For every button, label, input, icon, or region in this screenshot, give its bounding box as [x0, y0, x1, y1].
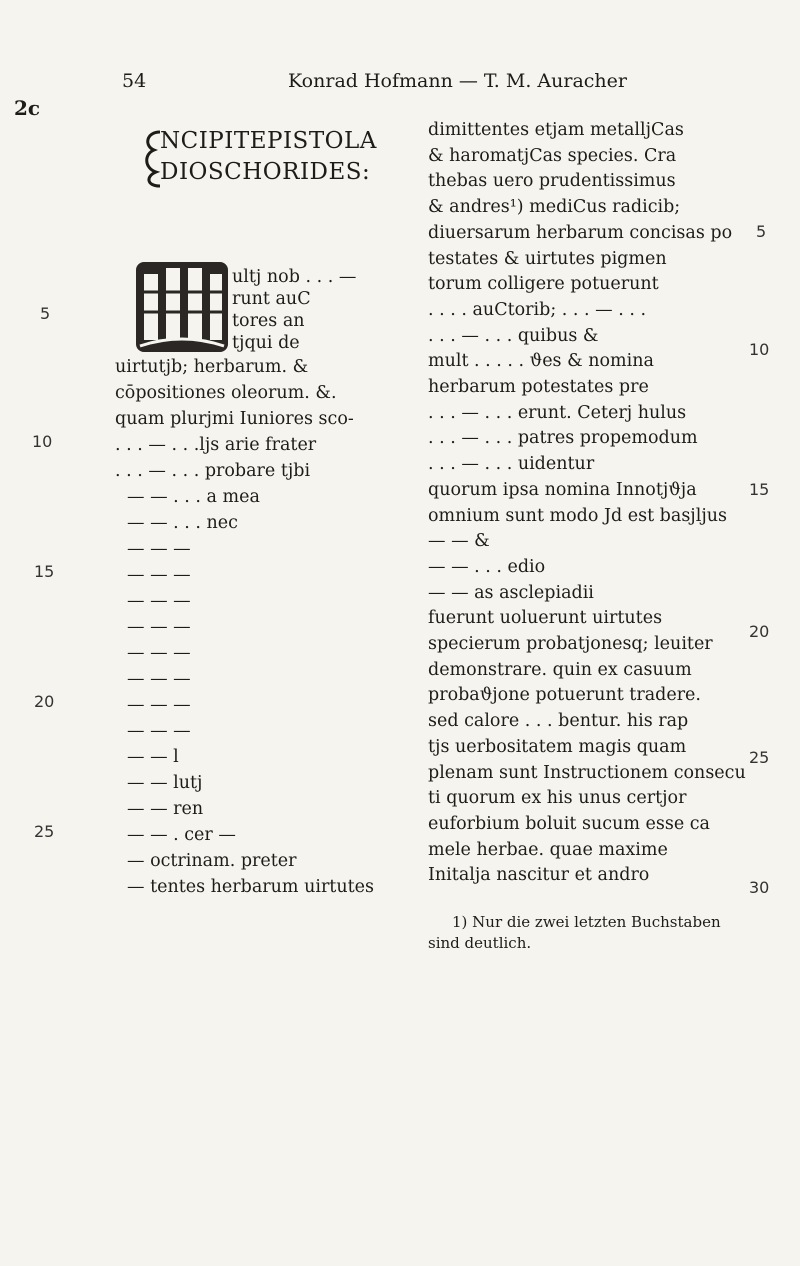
left-line: . . . — . . . probare tjbi [115, 461, 311, 481]
left-line: — — . . . nec [127, 513, 238, 533]
title-line-1: NCIPITEPISTOLA [160, 128, 377, 154]
left-line: — — — [127, 643, 191, 663]
right-text-block [428, 118, 746, 889]
initial-line-2: runt auC [232, 289, 311, 309]
decorated-initial [136, 262, 228, 352]
right-line: . . . — . . . erunt. Ceterj hulus [428, 402, 687, 423]
right-line-number: 5 [756, 222, 767, 241]
left-line: . . . — . . .ljs arie frater [115, 435, 317, 455]
left-line: — — — [127, 695, 191, 715]
right-line: omnium sunt modo Jd est basjljus [428, 505, 728, 526]
left-line: quam plurjmi Iuniores sco- [115, 409, 354, 429]
page-corner-mark: 2c [14, 96, 41, 120]
footnote-line: 1) Nur die zwei letzten Buchstaben [452, 913, 721, 931]
left-line: — — . . . a mea [127, 487, 260, 507]
left-line: — tentes herbarum uirtutes [127, 877, 374, 897]
right-line-number: 20 [749, 622, 770, 641]
right-line: . . . — . . . quibus & [428, 325, 599, 346]
left-line: — — — [127, 591, 191, 611]
left-text-block [115, 354, 374, 900]
right-line: sed calore . . . bentur. his rap [428, 711, 689, 732]
left-line-number: 20 [34, 692, 55, 711]
running-title: Konrad Hofmann — T. M. Auracher [288, 70, 627, 92]
left-line: — — — [127, 669, 191, 689]
right-line: . . . . auCtorib; . . . — . . . [428, 299, 647, 320]
right-line-number: 10 [749, 340, 770, 359]
initial-line-1: ultj nob . . . — [232, 267, 357, 287]
right-line: mele herbae. quae maxime [428, 839, 668, 860]
title-line-2: DIOSCHORIDES: [160, 159, 371, 185]
left-line: — — ren [127, 799, 204, 819]
left-line-number: 15 [34, 562, 55, 581]
left-line-number: 10 [32, 432, 53, 451]
right-line: thebas uero prudentissimus [428, 171, 676, 192]
right-line: demonstrare. quin ex casuum [428, 659, 692, 680]
left-line: uirtutjb; herbarum. & [115, 357, 309, 377]
right-line: mult . . . . . ϑes & nomina [428, 351, 654, 372]
left-line: — — lutj [127, 773, 203, 793]
right-line: — — . . . edio [428, 556, 546, 577]
right-line: & haromatjCas species. Cra [428, 145, 677, 166]
page-number: 54 [122, 70, 147, 92]
right-line: plenam sunt Instructionem consecu [428, 762, 746, 783]
right-line: dimittentes etjam metalljCas [428, 120, 684, 140]
left-line: cōpositiones oleorum. &. [115, 383, 337, 403]
left-line: — — . cer — [127, 825, 236, 845]
left-line: — — — [127, 617, 191, 637]
left-line: — — l [127, 747, 179, 767]
left-line: — — — [127, 721, 191, 741]
initial-line-3: tores an [232, 311, 305, 331]
footnote-line: sind deutlich. [428, 934, 532, 952]
right-line: & andres¹) mediCus radicib; [428, 197, 681, 218]
right-line: ti quorum ex his unus certjor [428, 788, 687, 809]
right-line: euforbium boluit sucum esse ca [428, 813, 710, 834]
left-line: — — — [127, 565, 191, 585]
right-line-number: 15 [749, 480, 770, 499]
right-line: diuersarum herbarum concisas po [428, 222, 733, 243]
right-line: tjs uerbositatem magis quam [428, 736, 687, 757]
right-line: herbarum potestates pre [428, 377, 649, 398]
initial-line-4: tjqui de [232, 333, 300, 353]
footnote [428, 912, 721, 954]
right-line: fuerunt uoluerunt uirtutes [428, 608, 663, 629]
left-line: — — — [127, 539, 191, 559]
right-line: torum colligere potuerunt [428, 274, 659, 295]
right-line: specierum probatjonesq; leuiter [428, 634, 713, 655]
right-line: . . . — . . . uidentur [428, 454, 595, 475]
left-line-number: 25 [34, 822, 55, 841]
initial-m-icon [136, 262, 228, 352]
right-line: Initalja nascitur et andro [428, 865, 650, 886]
right-line: — — as asclepiadii [428, 582, 594, 603]
right-line: — — & [428, 531, 490, 552]
right-line-number: 30 [749, 878, 770, 897]
left-line: — octrinam. preter [127, 851, 297, 871]
right-line: probaϑjone potuerunt tradere. [428, 685, 701, 706]
left-line-number: 5 [40, 304, 51, 323]
right-line-number: 25 [749, 748, 770, 767]
right-line: . . . — . . . patres propemodum [428, 428, 698, 449]
right-line: testates & uirtutes pigmen [428, 248, 667, 269]
right-line: quorum ipsa nomina Innotjϑja [428, 479, 697, 500]
